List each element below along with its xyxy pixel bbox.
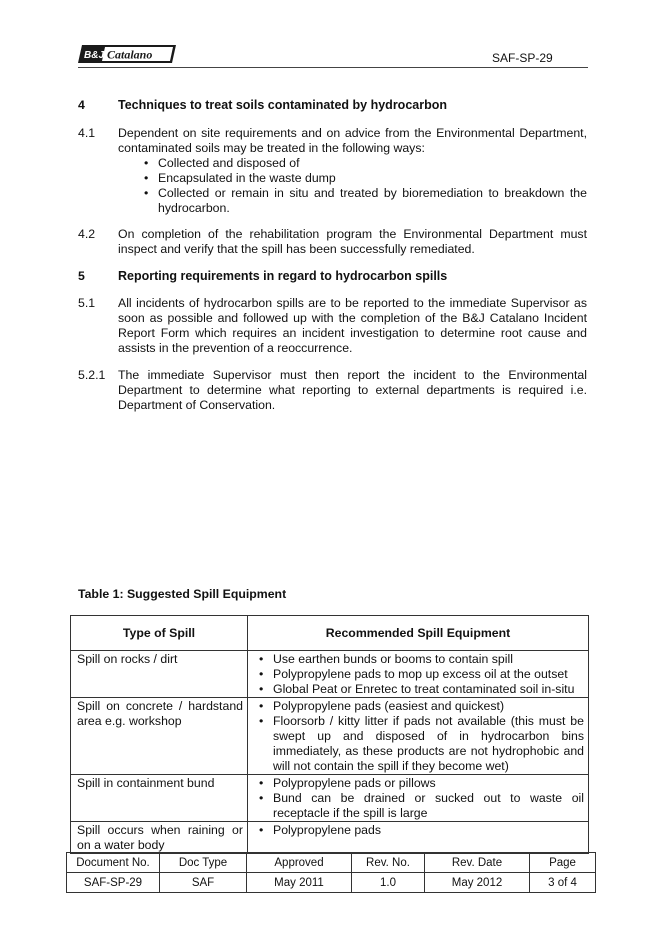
footer-value-row	[67, 873, 596, 893]
spill-type-cell: Spill on rocks / dirt	[71, 651, 248, 698]
company-logo	[78, 44, 176, 64]
list-item: • Polypropylene pads	[248, 823, 584, 838]
list-item: • Polypropylene pads to mop up excess oil at the outset	[248, 667, 584, 682]
para-4-1-number: 4.1	[78, 126, 96, 140]
list-item: • Floorsorb / kitty litter if pads not available (this must be swept up and disposed of in hydrocarbon bins immediately, as these products are not hydrophobic and will not contain the spill if they become wet)	[248, 714, 584, 774]
equipment-cell	[248, 651, 589, 698]
svg-text:B&J: B&J	[84, 50, 105, 61]
para-5-2-1-text: The immediate Supervisor must then report the incident to the Environmental Department to determine what reporting to external departments is required i.e. Department of Conservation.	[118, 368, 587, 412]
section-4-number: 4	[78, 98, 85, 112]
list-item: • Collected and disposed of	[118, 156, 587, 171]
footer-header-rev-date: Rev. Date	[425, 853, 530, 873]
table-row	[71, 822, 589, 854]
footer-header-row	[67, 853, 596, 873]
list-item: • Global Peat or Enretec to treat contaminated soil in-situ	[248, 682, 584, 697]
equipment-cell	[248, 775, 589, 822]
spill-type-cell: Spill in containment bund	[71, 775, 248, 822]
spill-type-cell: Spill on concrete / hardstand area e.g. workshop	[71, 698, 248, 775]
footer-header-document-no: Document No.	[67, 853, 160, 873]
document-footer-table	[66, 852, 596, 893]
list-item: • Bund can be drained or sucked out to waste oil receptacle if the spill is large	[248, 791, 584, 821]
section-5-number: 5	[78, 269, 85, 283]
footer-header-doc-type: Doc Type	[160, 853, 247, 873]
list-item: • Use earthen bunds or booms to contain spill	[248, 652, 584, 667]
para-4-1-text: Dependent on site requirements and on advice from the Environmental Department, contaminated soils may be treated in the following ways:	[118, 126, 587, 155]
para-5-1-number: 5.1	[78, 296, 96, 310]
footer-rev-date: May 2012	[425, 873, 530, 893]
section-4-title: Techniques to treat soils contaminated by hydrocarbon	[118, 98, 447, 112]
equipment-cell	[248, 698, 589, 775]
table-header-row	[71, 616, 589, 651]
list-item: • Collected or remain in situ and treated by bioremediation to breakdown the hydrocarbon.	[118, 186, 587, 216]
footer-doc-type: SAF	[160, 873, 247, 893]
footer-approved: May 2011	[247, 873, 352, 893]
para-4-1	[118, 126, 587, 216]
column-header-type: Type of Spill	[71, 616, 248, 651]
footer-page: 3 of 4	[530, 873, 596, 893]
list-item: • Polypropylene pads or pillows	[248, 776, 584, 791]
column-header-equipment: Recommended Spill Equipment	[248, 616, 589, 651]
footer-rev-no: 1.0	[352, 873, 425, 893]
table-row	[71, 698, 589, 775]
footer-header-rev-no: Rev. No.	[352, 853, 425, 873]
footer-header-approved: Approved	[247, 853, 352, 873]
header-doc-code: SAF-SP-29	[492, 51, 553, 65]
spill-type-cell: Spill occurs when raining or on a water body	[71, 822, 248, 854]
footer-document-no: SAF-SP-29	[67, 873, 160, 893]
para-4-2-text: On completion of the rehabilitation program the Environmental Department must inspect and verify that the spill has been successfully remediated.	[118, 227, 587, 256]
svg-text:Catalano: Catalano	[107, 47, 153, 62]
para-5-2-1-number: 5.2.1	[78, 368, 106, 382]
section-5-title: Reporting requirements in regard to hydrocarbon spills	[118, 269, 448, 283]
list-item: • Polypropylene pads (easiest and quickest)	[248, 699, 584, 714]
table-row	[71, 651, 589, 698]
para-5-1-text: All incidents of hydrocarbon spills are to be reported to the immediate Supervisor as soon as possible and followed up with the completion of the B&J Catalano Incident Report Form which requires an incident investigation to determine root cause and assists in the prevention of a reoccurrence.	[118, 296, 587, 355]
spill-equipment-table	[70, 615, 589, 854]
para-4-1-bullets	[118, 156, 587, 216]
table-1-title: Table 1: Suggested Spill Equipment	[78, 587, 287, 601]
footer-header-page: Page	[530, 853, 596, 873]
table-row	[71, 775, 589, 822]
list-item: • Encapsulated in the waste dump	[118, 171, 587, 186]
equipment-cell	[248, 822, 589, 854]
header-divider	[78, 67, 588, 68]
para-4-2-number: 4.2	[78, 227, 96, 241]
